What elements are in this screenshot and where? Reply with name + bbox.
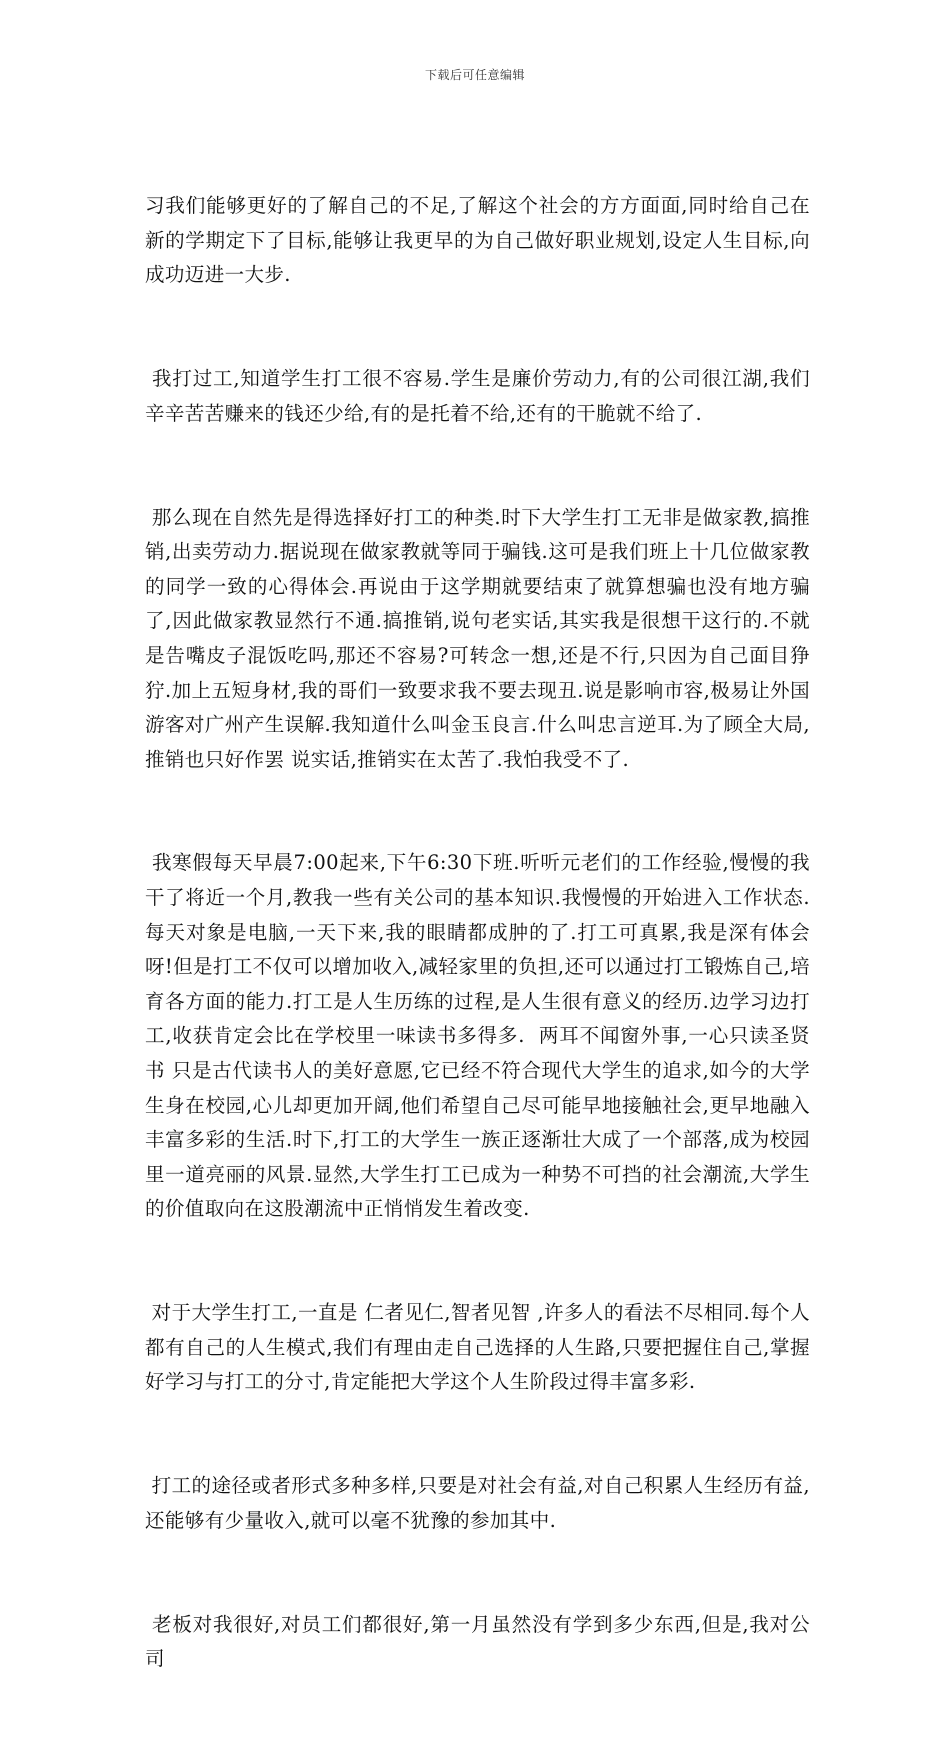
paragraph-4: 我寒假每天早晨7:00起来,下午6:30下班.听听元老们的工作经验,慢慢的我干了将近一个月,教我一些有关公司的基本知识.我慢慢的开始进入工作状态.每天对象是电脑,一天下来,我的眼睛都成肿的了.打工可真累,我是深有体会呀!但是打工不仅可以增加收入,减轻家里的负担,还可以通过打工锻炼自己,培育各方面的能力.打工是人生历练的过程,是人生很有意义的经历.边学习边打工,收获肯定会比在学校里一味读书多得多. 两耳不闻窗外事,一心只读圣贤书 只是古代读书人的美好意愿,它已经不符合现代大学生的追求,如今的大学生身在校园,心儿却更加开阔,他们希望自己尽可能早地接触社会,更早地融入丰富多彩的生活.时下,打工的大学生一族正逐渐壮大成了一个部落,成为校园里一道亮丽的风景.显然,大学生打工已成为一种势不可挡的社会潮流,大学生的价值取向在这股潮流中正悄悄发生着改变. [145,851,810,1221]
paragraph-1: 习我们能够更好的了解自己的不足,了解这个社会的方方面面,同时给自己在新的学期定下了目标,能够让我更早的为自己做好职业规划,设定人生目标,向成功迈进一大步. [145,194,810,287]
page-header: 下载后可任意编辑 [424,68,525,82]
paragraph-6: 打工的途径或者形式多种多样,只要是对社会有益,对自己积累人生经历有益,还能够有少量收入,就可以毫不犹豫的参加其中. [145,1474,810,1532]
paragraph-7: 老板对我很好,对员工们都很好,第一月虽然没有学到多少东西,但是,我对公司 [145,1612,810,1671]
paragraph-2: 我打过工,知道学生打工很不容易.学生是廉价劳动力,有的公司很江湖,我们辛辛苦苦赚来的钱还少给,有的是托着不给,还有的干脆就不给了. [145,367,810,425]
document-body [145,120,810,1746]
paragraph-3: 那么现在自然先是得选择好打工的种类.时下大学生打工无非是做家教,搞推销,出卖劳动力.据说现在做家教就等同于骗钱.这可是我们班上十几位做家教的同学一致的心得体会.再说由于这学期就要结束了就算想骗也没有地方骗了,因此做家教显然行不通.搞推销,说句老实话,其实我是很想干这行的.不就是告嘴皮子混饭吃吗,那还不容易?可转念一想,还是不行,只因为自己面目狰狞.加上五短身材,我的哥们一致要求我不要去现丑.说是影响市容,极易让外国游客对广州产生误解.我知道什么叫金玉良言.什么叫忠言逆耳.为了顾全大局,推销也只好作罢 说实话,推销实在太苦了.我怕我受不了. [145,505,811,771]
paragraph-5: 对于大学生打工,一直是 仁者见仁,智者见智 ,许多人的看法不尽相同.每个人都有自己的人生模式,我们有理由走自己选择的人生路,只要把握住自己,掌握好学习与打工的分寸,肯定能把大学这个人生阶段过得丰富多彩. [145,1301,810,1394]
